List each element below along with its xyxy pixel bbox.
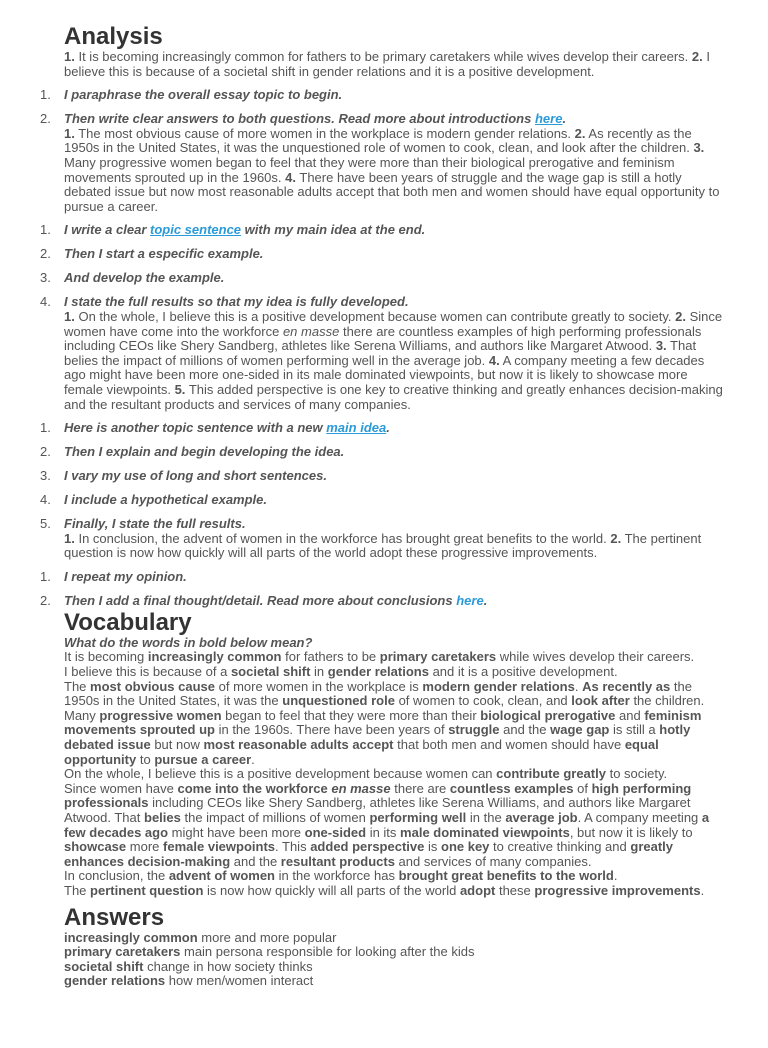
vocabulary-question: What do the words in bold below mean? bbox=[64, 634, 313, 650]
page bbox=[0, 24, 768, 1048]
list-item: 2. Then I start a especific example. bbox=[40, 246, 264, 262]
sentence-marker: 1. bbox=[64, 49, 75, 64]
body-paragraph-1: 1. The most obvious cause of more women in the workplace is modern gender relations. 2. As recently as the 1950s in the United States, it was the unquestioned role of women to cook, clean, and look after the children. 3. Many progressive women began to feel that they were more than their biological prerogative and feminism movements sprouted up in the 1960s. 4. There have been years of struggle and the wage gap is still a hotly debated issue but now most reasonable adults accept that both men and women should have equal opportunity to pursue a career. bbox=[64, 125, 720, 214]
answer-item bbox=[64, 974, 724, 989]
answer-term: gender relations bbox=[64, 973, 166, 989]
vocab-line: The pertinent question is now how quickly will all parts of the world adopt these progressive improvements. bbox=[64, 882, 705, 898]
list-item: 4. I state the full results so that my idea is fully developed. 1. On the whole, I believe this is a positive development because women can contribute greatly to society. 2. Since women have come into the workforce en masse there are countless examples of high performing professionals including CEOs like Shery Sandberg, athletes like Serena Williams, and authors like Margaret Atwood. 3. That belies the impact of millions of women performing well in the average job. 4. A company meeting a few decades ago might have been more one-sided in its male dominated viewpoints, but now it is likely to showcase more female viewpoints. 5. This added perspective is one key to creative thinking and greatly enhances decision-making and the resultant products and services of many companies. bbox=[40, 294, 723, 412]
vocab-line: The most obvious cause of more women in the workplace is modern gender relations. As recently as the 1950s in the United States, it was the unquestioned role of women to cook, clean, and look after the children. Many progressive women began to feel that they were more than their biological prerogative and feminism movements sprouted up in the 1960s. There have been years of struggle and the wage gap is still a hotly debated issue but now most reasonable adults accept that both men and women should have equal opportunity to pursue a career. bbox=[64, 678, 705, 767]
conclusions-link[interactable]: here bbox=[456, 592, 484, 608]
answer-term: societal shift bbox=[64, 958, 144, 974]
conclusion-steps-list bbox=[0, 570, 768, 609]
vocab-line: In conclusion, the advent of women in the workforce has brought great benefits to the world. bbox=[64, 868, 618, 884]
answer-item bbox=[64, 960, 724, 975]
answers-list bbox=[0, 931, 768, 989]
answer-term: increasingly common bbox=[64, 929, 198, 945]
list-item: 2. Then write clear answers to both questions. Read more about introductions here. 1. The most obvious cause of more women in the workplace is modern gender relations. 2. As recently as the 1950s in the United States, it was the unquestioned role of women to cook, clean, and look after the children. 3. Many progressive women began to feel that they were more than their biological prerogative and feminism movements sprouted up in the 1960s. 4. There have been years of struggle and the wage gap is still a hotly debated issue but now most reasonable adults accept that both men and women should have equal opportunity to pursue a career. bbox=[0, 112, 768, 214]
answer-definition: change in how society thinks bbox=[147, 958, 313, 974]
list-item: 4. I include a hypothetical example. bbox=[40, 492, 268, 508]
list-item: 1. I paraphrase the overall essay topic to begin. bbox=[40, 87, 343, 103]
body-paragraph-2: 1. On the whole, I believe this is a positive development because women can contribute greatly to society. 2. Since women have come into the workforce en masse there are countless examples of high performing professionals including CEOs like Shery Sandberg, athletes like Serena Williams, and authors like Margaret Atwood. 3. That belies the impact of millions of women performing well in the average job. 4. A company meeting a few decades ago might have been more one-sided in its male dominated viewpoints, but now it is likely to showcase more female viewpoints. 5. This added perspective is one key to creative thinking and greatly enhances decision-making and the resultant products and services of many companies. bbox=[64, 308, 723, 412]
answer-definition: more and more popular bbox=[201, 929, 337, 945]
main-idea-link[interactable]: main idea bbox=[326, 420, 387, 436]
answers-heading: Answers bbox=[64, 903, 165, 931]
vocab-line: On the whole, I believe this is a positive development because women can contribute greatly to society. bbox=[64, 766, 668, 782]
answer-definition: main persona responsible for looking after the kids bbox=[183, 944, 475, 960]
answer-item bbox=[64, 931, 724, 946]
intro-steps-list bbox=[0, 88, 768, 214]
list-item: 5. Finally, I state the full results. 1. In conclusion, the advent of women in the workforce has brought great benefits to the world. 2. The pertinent question is now how quickly will all parts of the world adopt these progressive improvements. bbox=[0, 517, 768, 561]
analysis-heading: Analysis bbox=[64, 23, 163, 50]
list-item: 1. I repeat my opinion. bbox=[40, 568, 187, 584]
vocab-line: Since women have come into the workforce en masse there are countless examples of high performing professionals including CEOs like Shery Sandberg, athletes like Serena Williams, and authors like Margaret Atwood. That belies the impact of millions of women performing well in the average job. A company meeting a few decades ago might have been more one-sided in its male dominated viewpoints, but now it is likely to showcase more female viewpoints. This added perspective is one key to creative thinking and greatly enhances decision-making and the resultant products and services of many companies. bbox=[64, 780, 710, 869]
list-item: 2. Then I add a final thought/detail. Read more about conclusions here. bbox=[40, 592, 488, 608]
body1-steps-list bbox=[0, 223, 768, 412]
answer-item bbox=[64, 945, 724, 960]
list-item: 3. I vary my use of long and short sentences. bbox=[40, 468, 327, 484]
sentence-marker: 2. bbox=[691, 49, 703, 64]
vocabulary-heading: Vocabulary bbox=[64, 608, 192, 636]
list-item: 1. I write a clear topic sentence with my main idea at the end. bbox=[40, 222, 426, 238]
intro-paragraph: 1. It is becoming increasingly common for fathers to be primary caretakers while wives develop their careers. 2. I believe this is because of a societal shift in gender relations and it is a positive development. bbox=[64, 49, 710, 79]
introductions-link[interactable]: here bbox=[534, 111, 563, 127]
vocabulary-text bbox=[0, 650, 768, 898]
body2-steps-list bbox=[0, 421, 768, 561]
list-item: 2. Then I explain and begin developing the idea. bbox=[40, 444, 345, 460]
answer-term: primary caretakers bbox=[64, 944, 181, 960]
list-item: 1. Here is another topic sentence with a new main idea. bbox=[40, 420, 390, 436]
answer-definition: how men/women interact bbox=[168, 973, 314, 989]
vocab-line: It is becoming increasingly common for fathers to be primary caretakers while wives develop their careers. bbox=[64, 649, 695, 665]
list-item: 3. And develop the example. bbox=[40, 270, 225, 286]
topic-sentence-link[interactable]: topic sentence bbox=[150, 222, 242, 238]
vocab-line: I believe this is because of a societal shift in gender relations and it is a positive development. bbox=[64, 664, 618, 680]
conclusion-paragraph: 1. In conclusion, the advent of women in the workforce has brought great benefits to the world. 2. The pertinent question is now how quickly will all parts of the world adopt these progressive improvements. bbox=[64, 530, 702, 561]
